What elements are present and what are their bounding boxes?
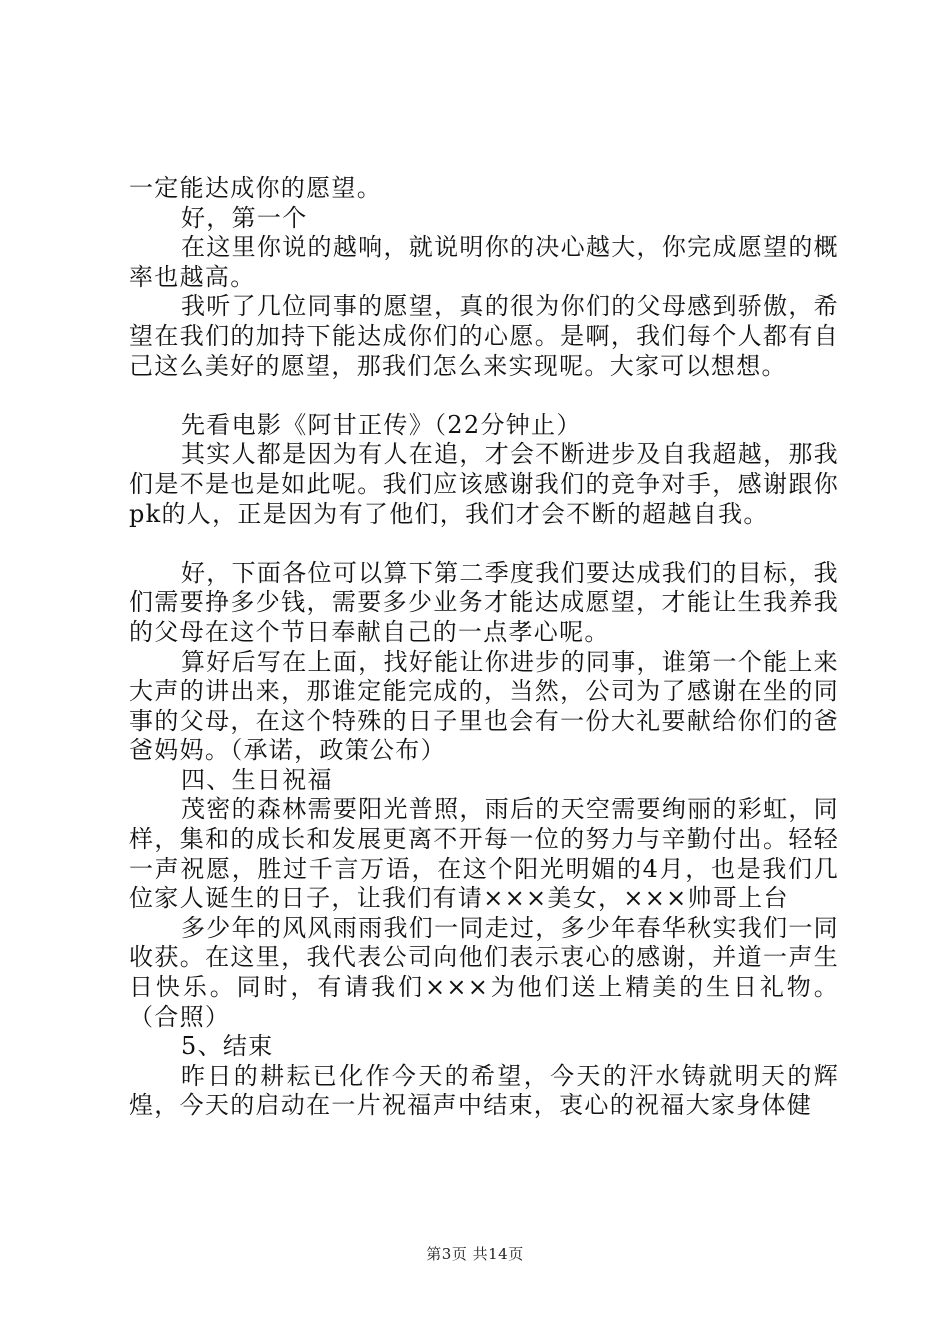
paragraph-5: 先看电影《阿甘正传》（22分钟止）	[181, 410, 582, 439]
paragraph-3: 在这里你说的越响，就说明你的决心越大，你完成愿望的概率也越高。	[129, 233, 839, 291]
paragraph-1: 一定能达成你的愿望。	[129, 174, 382, 202]
paragraph-8: 算好后写在上面，找好能让你进步的同事，谁第一个能上来大声的讲出来，那谁定能完成的，当然，公司为了感谢在坐的同事的父母，在这个特殊的日子里也会有一份大礼要献给你们的爸爸妈妈。（承诺，政策公布）	[129, 647, 839, 765]
paragraph-4: 我听了几位同事的愿望，真的很为你们的父母感到骄傲，希望在我们的加持下能达成你们的心愿。是啊，我们每个人都有自己这么美好的愿望，那我们怎么来实现呢。大家可以想想。	[129, 292, 839, 380]
paragraph-2: 好，第一个	[181, 203, 308, 232]
paragraph-9: 茂密的森林需要阳光普照，雨后的天空需要绚丽的彩虹，同样，集和的成长和发展更离不开每一位的努力与辛勤付出。轻轻一声祝愿，胜过千言万语，在这个阳光明媚的4月，也是我们几位家人诞生的日子，让我们有请×××美女，×××帅哥上台	[129, 795, 839, 913]
section-heading-ending: 5、结束	[181, 1032, 274, 1061]
paragraph-10: 多少年的风风雨雨我们一同走过，多少年春华秋实我们一同收获。在这里，我代表公司向他们表示衷心的感谢，并道一声生日快乐。同时，有请我们×××为他们送上精美的生日礼物。（合照）	[129, 913, 839, 1031]
section-heading-birthday: 四、生日祝福	[181, 765, 333, 794]
paragraph-11: 昨日的耕耘已化作今天的希望，今天的汗水铸就明天的辉煌，今天的启动在一片祝福声中结束，衷心的祝福大家身体健	[129, 1061, 839, 1120]
paragraph-7: 好，下面各位可以算下第二季度我们要达成我们的目标，我们需要挣多少钱，需要多少业务才能达成愿望，才能让生我养我的父母在这个节日奉献自己的一点孝心呢。	[129, 558, 839, 646]
paragraph-spacer	[129, 529, 839, 559]
page-number-footer: 第3页 共14页	[426, 1245, 524, 1263]
document-body	[129, 174, 839, 1121]
paragraph-6: 其实人都是因为有人在追，才会不断进步及自我超越，那我们是不是也是如此呢。我们应该感谢我们的竞争对手，感谢跟你pk的人，正是因为有了他们，我们才会不断的超越自我。	[129, 440, 839, 528]
paragraph-spacer	[129, 381, 839, 411]
